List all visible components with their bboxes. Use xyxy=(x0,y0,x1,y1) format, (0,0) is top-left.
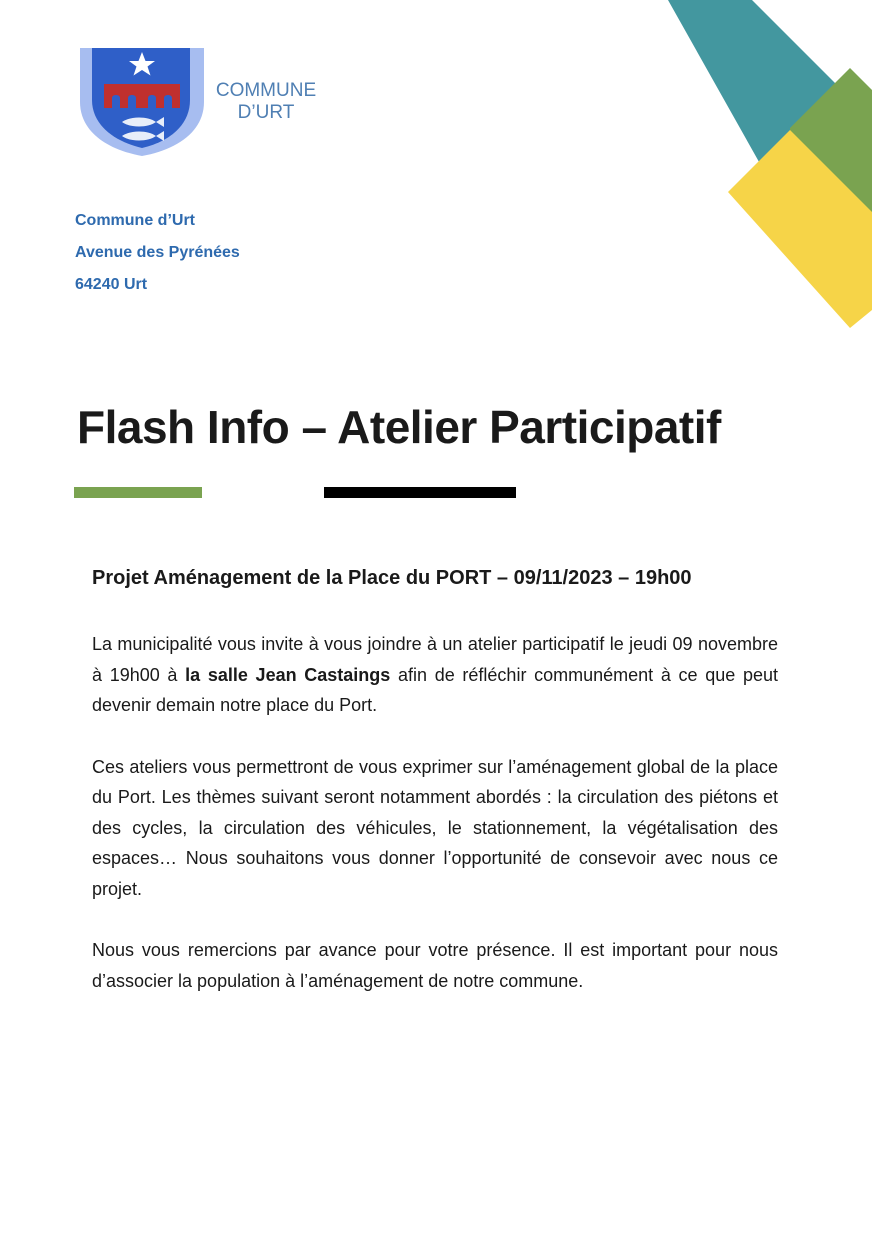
document-title: Flash Info – Atelier Participatif xyxy=(77,401,721,453)
black-divider xyxy=(324,487,516,498)
document-body xyxy=(92,563,778,1027)
document-subtitle: Projet Aménagement de la Place du PORT – 09/11/2023 – 19h00 xyxy=(92,567,692,589)
commune-name xyxy=(206,80,326,124)
commune-name-line2: D’URT xyxy=(237,102,295,123)
paragraph-thanks: Nous vous remercions par avance pour votre présence. Il est important pour nous d’associer la population à l’aménagement de notre commune. xyxy=(92,940,778,991)
venue-name: la salle Jean Castaings xyxy=(185,664,391,685)
commune-name-line1: COMMUNE xyxy=(215,80,317,101)
paragraph1-after: afin de réfléchir communément à ce que peut devenir demain notre place du Port. xyxy=(92,664,778,715)
green-stripe xyxy=(790,68,872,218)
paragraph-invitation xyxy=(92,629,778,721)
paragraph-themes: Ces ateliers vous permettront de vous exprimer sur l’aménagement global de la place du Port. Les thèmes suivant seront notamment abordés : la circulation des piétons et des cycles, la circulation des véhicules, le stationnement, la végétalisation des espaces… Nous souhaitons vous donner l’opportunité de consevoir avec nous ce projet. xyxy=(92,756,778,899)
green-divider xyxy=(74,487,202,498)
address-line3: 64240 Urt xyxy=(75,276,148,293)
address-line2: Avenue des Pyrénées xyxy=(75,244,240,261)
address-line1: Commune d’Urt xyxy=(75,212,195,229)
paragraph1-before: La municipalité vous invite à vous joindre à un atelier participatif le jeudi 09 novembre à 19h00 à xyxy=(92,634,778,685)
coat-of-arms-logo xyxy=(78,44,206,158)
yellow-diamond xyxy=(728,130,872,328)
teal-stripe xyxy=(668,0,872,217)
sender-address xyxy=(75,205,240,301)
